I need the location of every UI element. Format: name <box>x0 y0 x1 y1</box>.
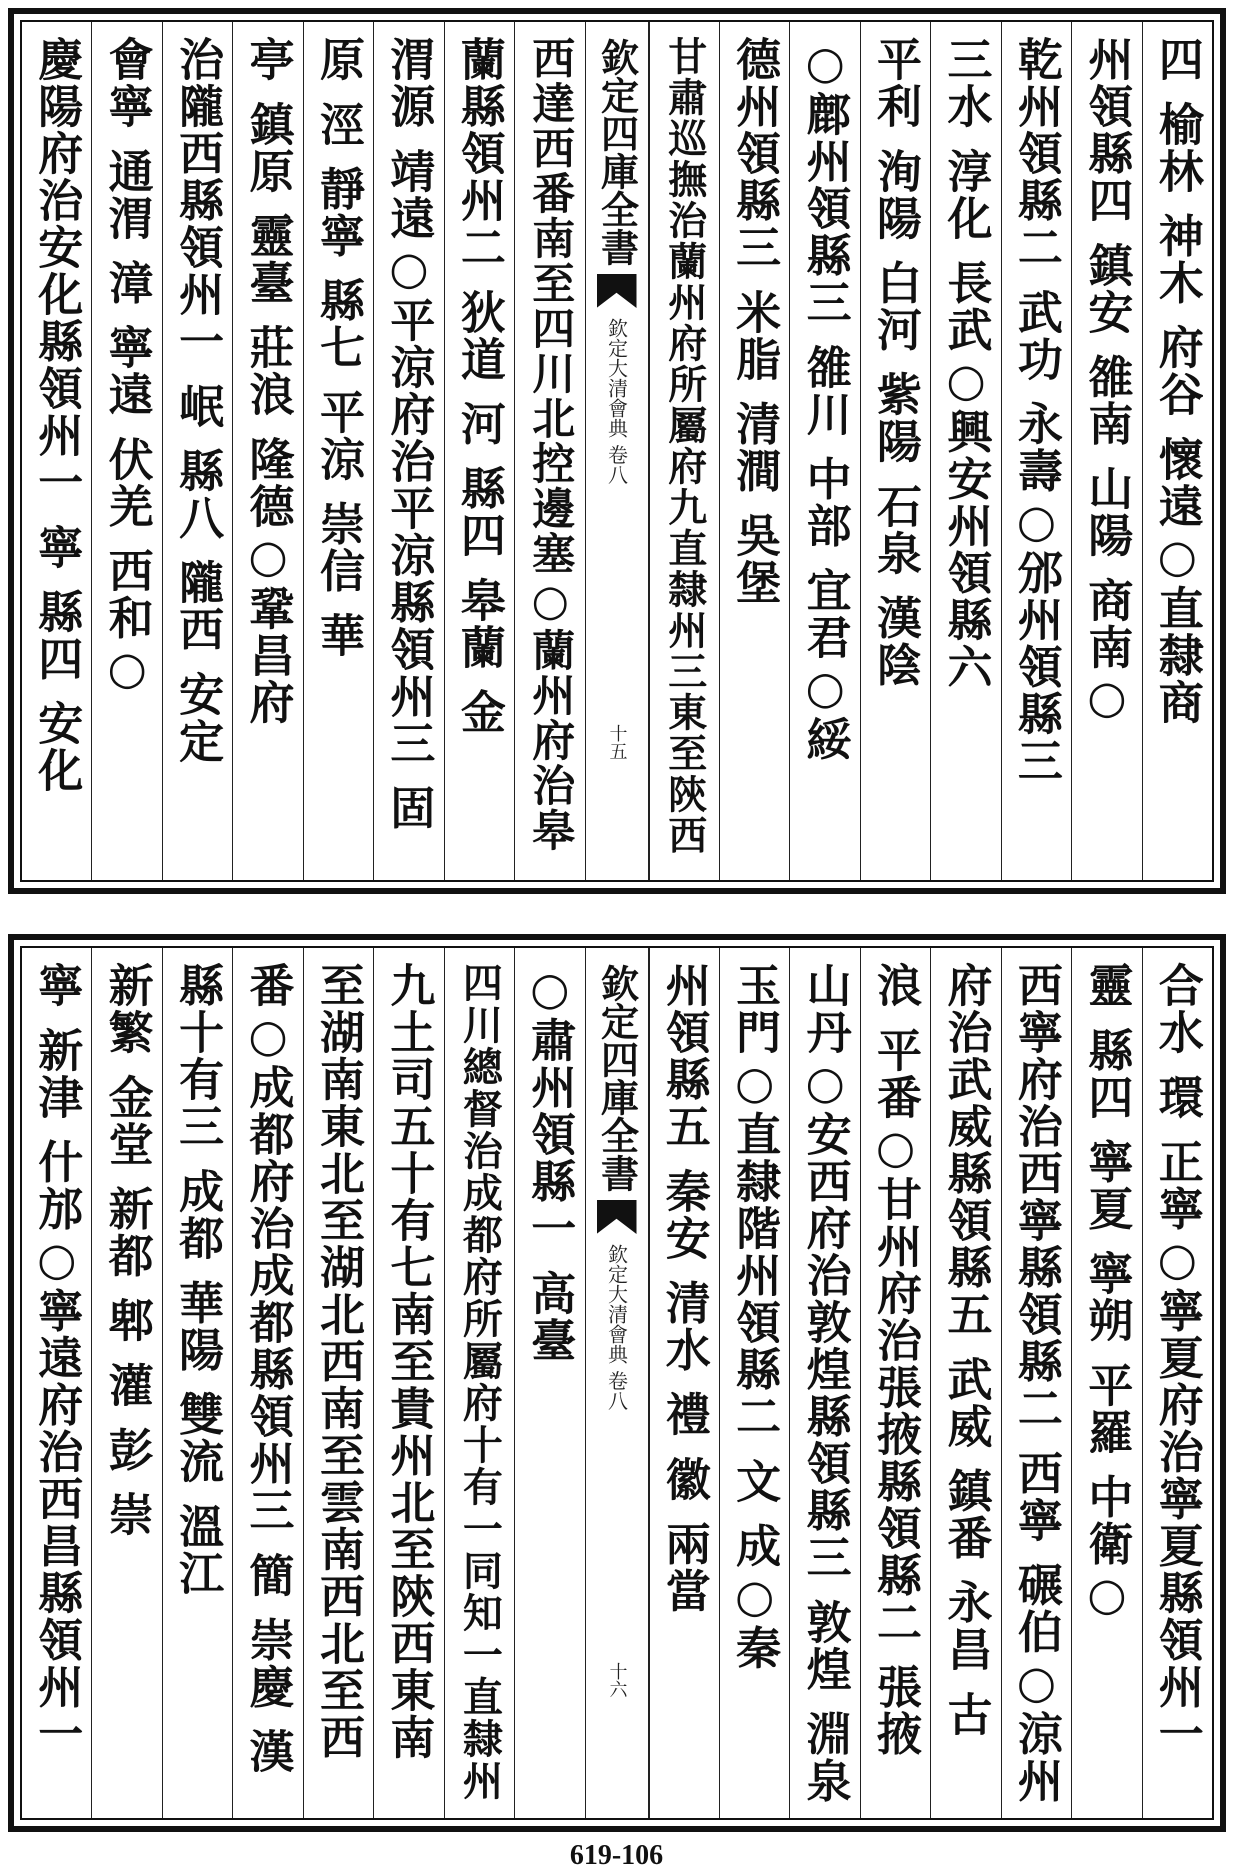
top-column <box>1142 22 1212 880</box>
top-column <box>444 22 514 880</box>
column-text: 治隴西縣領州一 岷 縣八 隴西 安定 <box>171 36 225 765</box>
column-text: 浪 平番○甘州府治張掖縣領縣二 張掖 <box>869 962 923 1758</box>
top-column <box>91 22 161 880</box>
bottom-column <box>303 948 373 1818</box>
top-column <box>22 22 91 880</box>
fishtail-mark-icon <box>597 274 637 308</box>
fishtail-mark-icon <box>597 1200 637 1234</box>
bottom-column <box>1001 948 1071 1818</box>
bottom-column <box>162 948 232 1818</box>
top-column <box>719 22 789 880</box>
bottom-column <box>444 948 514 1818</box>
bottom-column <box>789 948 859 1818</box>
column-text: 合水 環 正寧○寧夏府治寧夏縣領州一 <box>1150 962 1204 1758</box>
column-text: 番○成都府治成都縣領州三 簡 崇慶 漢 <box>241 962 295 1775</box>
top-column <box>373 22 443 880</box>
column-text: 縣十有三 成都 華陽 雙流 溫江 <box>171 962 225 1597</box>
column-text: 玉門○直隸階州領縣二 文 成○秦 <box>728 962 782 1672</box>
column-text: 會寧 通渭 漳 寧遠 伏羌 西和○ <box>100 36 154 697</box>
bottom-column <box>1142 948 1212 1818</box>
bottom-column <box>91 948 161 1818</box>
gutter-title: 欽定四庫全書 <box>594 38 640 266</box>
column-text: 靈 縣四 寧夏 寧朔 平羅 中衛○ <box>1080 962 1134 1623</box>
folio-number: 十六 <box>606 1662 628 1698</box>
page-caption: 619-106 <box>569 1840 664 1871</box>
gutter-title: 欽定四庫全書 <box>594 964 640 1192</box>
column-text: 甘肅巡撫治蘭州府所屬府九直隸州三東至陝西 <box>661 36 708 856</box>
top-column <box>232 22 302 880</box>
gutter-subtitle: 欽定大清會典 卷八 <box>604 318 629 485</box>
top-column <box>649 22 719 880</box>
bottom-column <box>373 948 443 1818</box>
column-text: 三水 淳化 長武○興安州領縣六 <box>939 36 993 691</box>
column-text: ○鄜州領縣三 雒川 中部 宜君○綏 <box>798 36 852 763</box>
column-text: 府治武威縣領縣五 武威 鎮番 永昌 古 <box>939 962 993 1738</box>
top-column <box>930 22 1000 880</box>
top-column <box>1071 22 1141 880</box>
gutter-subtitle: 欽定大清會典 卷八 <box>604 1244 629 1411</box>
bottom-column <box>514 948 584 1818</box>
top-column <box>162 22 232 880</box>
bottom-page-frame <box>20 946 1214 1820</box>
column-text: 原 涇 靜寧 縣七 平涼 崇信 華 <box>311 36 365 659</box>
column-text: 亭 鎮原 靈臺 莊浪 隆德○鞏昌府 <box>241 36 295 726</box>
column-text: 蘭縣領州二 狄道 河 縣四 皋蘭 金 <box>452 36 506 736</box>
column-text: 四川總督治成都府所屬府十有一同知一直隸州 <box>456 962 504 1802</box>
column-text: 州領縣五 秦安 清水 禮 徽 兩當 <box>657 962 711 1615</box>
bottom-column <box>232 948 302 1818</box>
column-text: 慶陽府治安化縣領州一 寧 縣四 安化 <box>30 36 84 794</box>
top-center-gutter <box>585 22 649 880</box>
folio-number: 十五 <box>606 724 628 760</box>
column-text: 四 榆林 神木 府谷 懷遠○直隸商 <box>1150 36 1204 726</box>
column-text: 九土司五十有七南至貴州北至陝西東南 <box>382 962 436 1761</box>
bottom-column <box>1071 948 1141 1818</box>
column-text: 平利 洵陽 白河 紫陽 石泉 漢陰 <box>869 36 923 689</box>
bottom-column <box>719 948 789 1818</box>
column-text: 西寧府治西寧縣領縣二 西寧 碾伯○涼州 <box>1009 962 1063 1805</box>
bottom-column <box>649 948 719 1818</box>
column-text: ○肅州領縣一 高臺 <box>523 962 577 1364</box>
top-page-frame <box>20 20 1214 882</box>
column-text: 寧 新津 什邡○寧遠府治西昌縣領州一 <box>30 962 84 1758</box>
top-page <box>8 8 1226 894</box>
bottom-page <box>8 934 1226 1832</box>
bottom-column <box>860 948 930 1818</box>
column-text: 渭源 靖遠○平涼府治平涼縣領州三 固 <box>382 36 436 832</box>
top-column <box>789 22 859 880</box>
bottom-column <box>22 948 91 1818</box>
column-text: 州領縣四 鎮安 雒南 山陽 商南○ <box>1080 36 1134 726</box>
column-text: 至湖南東北至湖北西南至雲南西北至西 <box>311 962 365 1761</box>
top-column <box>514 22 584 880</box>
column-text: 乾州領縣二 武功 永壽○邠州領縣三 <box>1009 36 1063 785</box>
top-column <box>303 22 373 880</box>
column-text: 新繁 金堂 新都 郫 灌 彭 崇 <box>100 962 154 1538</box>
bottom-column <box>930 948 1000 1818</box>
column-text: 山丹○安西府治敦煌縣領縣三 敦煌 淵泉 <box>798 962 852 1805</box>
top-column <box>1001 22 1071 880</box>
column-text: 西達西番南至四川北控邊塞○蘭州府治皋 <box>525 36 576 853</box>
column-text: 德州領縣三 米脂 清澗 吳堡 <box>728 36 782 606</box>
top-column <box>860 22 930 880</box>
bottom-center-gutter <box>585 948 649 1818</box>
